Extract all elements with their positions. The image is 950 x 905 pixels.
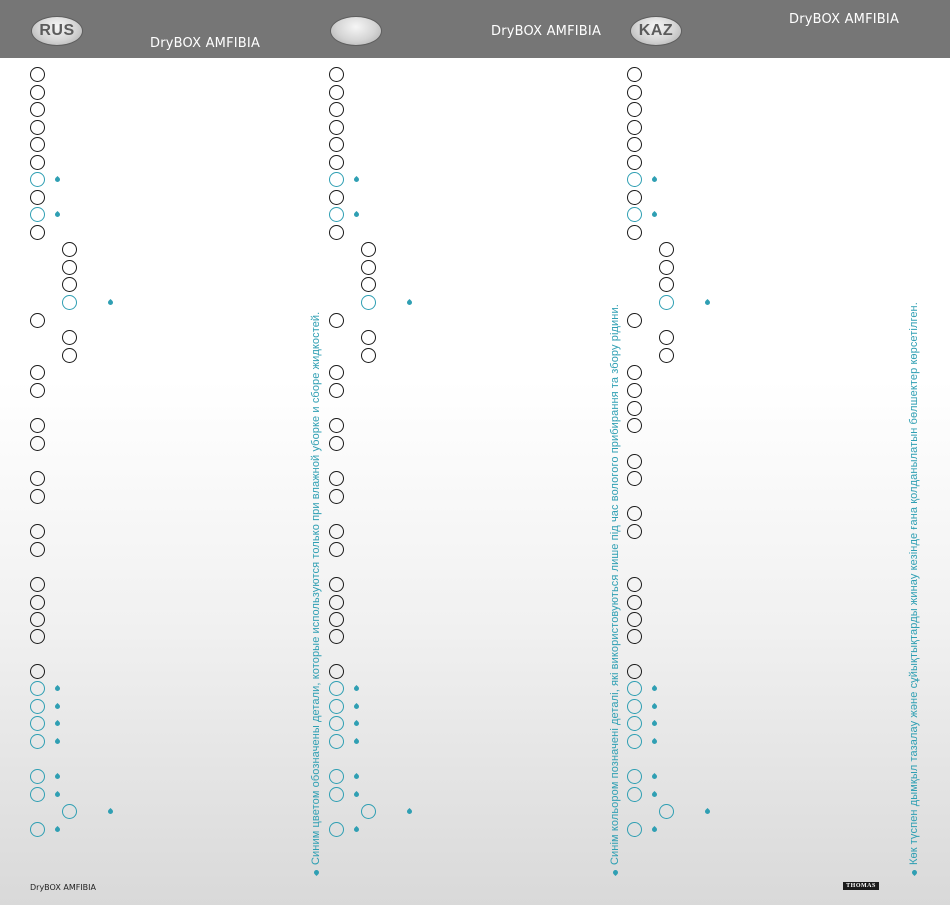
language-badge-blank <box>330 16 382 46</box>
part-marker <box>62 242 77 257</box>
part-marker <box>361 242 376 257</box>
part-marker <box>659 348 674 363</box>
part-marker <box>627 120 642 135</box>
wet-part-marker <box>627 787 642 802</box>
part-marker <box>30 313 45 328</box>
wet-part-marker <box>30 207 45 222</box>
water-drop-icon <box>651 720 658 727</box>
water-drop-icon <box>651 211 658 218</box>
part-marker <box>30 471 45 486</box>
part-marker <box>627 155 642 170</box>
water-drop-icon <box>54 703 61 710</box>
water-drop-icon <box>353 211 360 218</box>
wet-parts-note-rus <box>310 312 322 875</box>
water-drop-icon <box>353 176 360 183</box>
part-marker <box>627 401 642 416</box>
water-drop-icon <box>54 211 61 218</box>
wet-parts-note-ukr <box>609 304 621 875</box>
wet-part-marker <box>329 734 344 749</box>
brand-logo: THOMAS <box>843 882 879 890</box>
wet-part-marker <box>361 295 376 310</box>
water-drop-icon <box>54 773 61 780</box>
part-marker <box>329 365 344 380</box>
part-marker <box>329 67 344 82</box>
part-marker <box>361 348 376 363</box>
wet-part-marker <box>329 822 344 837</box>
wet-part-marker <box>627 172 642 187</box>
part-marker <box>329 225 344 240</box>
part-marker <box>329 489 344 504</box>
footer-model-name: DryBOX AMFIBIA <box>30 883 96 892</box>
water-drop-icon <box>704 808 711 815</box>
header-bar <box>0 0 950 58</box>
wet-parts-note-kaz <box>908 302 920 875</box>
wet-part-marker <box>329 172 344 187</box>
wet-part-marker <box>329 769 344 784</box>
wet-part-marker <box>62 804 77 819</box>
part-marker <box>627 102 642 117</box>
part-marker <box>30 629 45 644</box>
drop-icon <box>313 869 320 876</box>
part-marker <box>627 612 642 627</box>
part-marker <box>30 85 45 100</box>
water-drop-icon <box>353 773 360 780</box>
water-drop-icon <box>353 738 360 745</box>
part-marker <box>329 137 344 152</box>
wet-part-marker <box>329 787 344 802</box>
wet-part-marker <box>62 295 77 310</box>
water-drop-icon <box>651 685 658 692</box>
water-drop-icon <box>353 791 360 798</box>
part-marker <box>361 260 376 275</box>
part-marker <box>627 506 642 521</box>
part-marker <box>329 524 344 539</box>
part-marker <box>627 85 642 100</box>
wet-part-marker <box>627 681 642 696</box>
part-marker <box>627 524 642 539</box>
part-marker <box>627 454 642 469</box>
part-marker <box>659 330 674 345</box>
water-drop-icon <box>54 791 61 798</box>
wet-part-marker <box>361 804 376 819</box>
water-drop-icon <box>54 738 61 745</box>
wet-part-marker <box>30 734 45 749</box>
wet-part-marker <box>30 681 45 696</box>
water-drop-icon <box>651 773 658 780</box>
part-marker <box>30 102 45 117</box>
water-drop-icon <box>353 720 360 727</box>
part-marker <box>30 137 45 152</box>
wet-part-marker <box>329 716 344 731</box>
water-drop-icon <box>651 826 658 833</box>
part-marker <box>62 277 77 292</box>
wet-part-marker <box>627 822 642 837</box>
part-marker <box>329 85 344 100</box>
water-drop-icon <box>54 685 61 692</box>
wet-part-marker <box>627 769 642 784</box>
wet-parts-note-rus-text: Синим цветом обозначены детали, которые используются только при влажной уборке и сборе жидкостей. <box>310 311 322 865</box>
water-drop-icon <box>406 299 413 306</box>
part-marker <box>30 612 45 627</box>
wet-part-marker <box>329 681 344 696</box>
water-drop-icon <box>353 685 360 692</box>
part-marker <box>627 190 642 205</box>
part-marker <box>30 542 45 557</box>
model-title-kaz: DryBOX AMFIBIA <box>789 12 900 27</box>
part-marker <box>30 524 45 539</box>
part-marker <box>329 383 344 398</box>
wet-part-marker <box>329 699 344 714</box>
part-marker <box>627 418 642 433</box>
part-marker <box>30 120 45 135</box>
water-drop-icon <box>651 703 658 710</box>
water-drop-icon <box>107 299 114 306</box>
water-drop-icon <box>54 826 61 833</box>
water-drop-icon <box>651 176 658 183</box>
part-marker <box>361 330 376 345</box>
part-marker <box>30 225 45 240</box>
wet-part-marker <box>30 716 45 731</box>
part-marker <box>627 67 642 82</box>
part-marker <box>30 595 45 610</box>
wet-part-marker <box>627 734 642 749</box>
part-marker <box>627 595 642 610</box>
wet-parts-note-ukr-text: Синім кольором позначені деталі, які використовуються лише під час вологого прибирання та збору рідини. <box>609 304 621 865</box>
wet-part-marker <box>627 207 642 222</box>
part-marker <box>329 120 344 135</box>
part-marker <box>329 664 344 679</box>
part-marker <box>329 155 344 170</box>
part-marker <box>627 137 642 152</box>
part-marker <box>30 418 45 433</box>
part-marker <box>627 313 642 328</box>
wet-part-marker <box>30 822 45 837</box>
part-marker <box>329 436 344 451</box>
part-marker <box>329 629 344 644</box>
drop-icon <box>911 869 918 876</box>
part-marker <box>627 664 642 679</box>
wet-part-marker <box>30 769 45 784</box>
part-marker <box>30 489 45 504</box>
wet-part-marker <box>30 172 45 187</box>
part-marker <box>30 436 45 451</box>
water-drop-icon <box>107 808 114 815</box>
water-drop-icon <box>353 703 360 710</box>
part-marker <box>30 190 45 205</box>
part-marker <box>329 418 344 433</box>
part-marker <box>62 260 77 275</box>
part-marker <box>329 542 344 557</box>
part-marker <box>329 313 344 328</box>
part-marker <box>627 471 642 486</box>
part-marker <box>30 664 45 679</box>
water-drop-icon <box>54 720 61 727</box>
language-badge-rus: RUS <box>31 16 83 46</box>
part-marker <box>329 190 344 205</box>
wet-part-marker <box>329 207 344 222</box>
part-marker <box>30 155 45 170</box>
part-marker <box>329 471 344 486</box>
part-marker <box>627 225 642 240</box>
part-marker <box>30 577 45 592</box>
wet-part-marker <box>659 295 674 310</box>
part-marker <box>329 595 344 610</box>
part-marker <box>30 67 45 82</box>
wet-part-marker <box>30 699 45 714</box>
drop-icon <box>612 869 619 876</box>
wet-part-marker <box>659 804 674 819</box>
water-drop-icon <box>406 808 413 815</box>
part-marker <box>30 365 45 380</box>
part-marker <box>329 102 344 117</box>
part-marker <box>659 260 674 275</box>
wet-part-marker <box>30 787 45 802</box>
water-drop-icon <box>704 299 711 306</box>
part-marker <box>361 277 376 292</box>
water-drop-icon <box>651 738 658 745</box>
water-drop-icon <box>651 791 658 798</box>
wet-part-marker <box>627 699 642 714</box>
part-marker <box>659 242 674 257</box>
water-drop-icon <box>353 826 360 833</box>
model-title-middle: DryBOX AMFIBIA <box>491 24 602 39</box>
part-marker <box>627 383 642 398</box>
part-marker <box>627 629 642 644</box>
language-badge-kaz: KAZ <box>630 16 682 46</box>
part-marker <box>659 277 674 292</box>
part-marker <box>329 612 344 627</box>
part-marker <box>627 365 642 380</box>
water-drop-icon <box>54 176 61 183</box>
part-marker <box>30 383 45 398</box>
wet-parts-note-kaz-text: Көк түспен дымқыл тазалау және сұйықтықтарды жинау кезінде ғана қолданылатын бөлшектер көрсетілген. <box>908 302 920 865</box>
part-marker <box>62 348 77 363</box>
part-marker <box>627 577 642 592</box>
model-title-rus: DryBOX AMFIBIA <box>150 36 261 51</box>
part-marker <box>329 577 344 592</box>
wet-part-marker <box>627 716 642 731</box>
part-marker <box>62 330 77 345</box>
